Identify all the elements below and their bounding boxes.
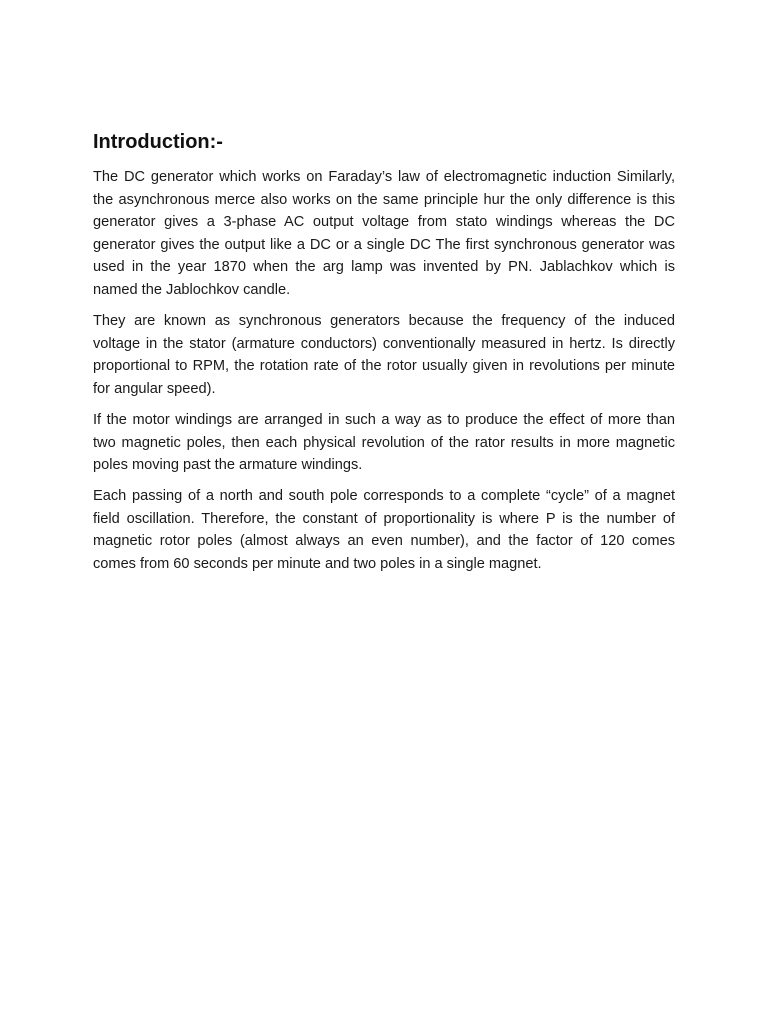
section-heading: Introduction:- — [93, 131, 223, 153]
document-page — [93, 128, 675, 584]
paragraph-2: They are known as synchronous generators because the frequency of the induced voltage in the stator (armature conductors) conventionally measured in hertz. Is directly proportional to RPM, the rotation rate of the rotor usually given in revolutions per minute for angular speed). — [93, 313, 675, 397]
paragraph-1: The DC generator which works on Faraday’s law of electromagnetic induction Similarly, the asynchronous merce also works on the same principle hur the only difference is this generator gives a 3-phase AC output voltage from stato windings whereas the DC generator gives the output like a DC or a single DC The first synchronous generator was used in the year 1870 when the arg lamp was invented by PN. Jablachkov which is named the Jablochkov candle. — [93, 169, 675, 298]
paragraph-4: Each passing of a north and south pole corresponds to a complete “cycle” of a magnet field oscillation. Therefore, the constant of proportionality is where P is the number of magnetic rotor poles (almost always an even number), and the factor of 120 comes comes from 60 seconds per minute and two poles in a single magnet. — [93, 488, 675, 572]
paragraph-3: If the motor windings are arranged in such a way as to produce the effect of more than two magnetic poles, then each physical revolution of the rator results in more magnetic poles moving past the armature windings. — [93, 411, 675, 474]
